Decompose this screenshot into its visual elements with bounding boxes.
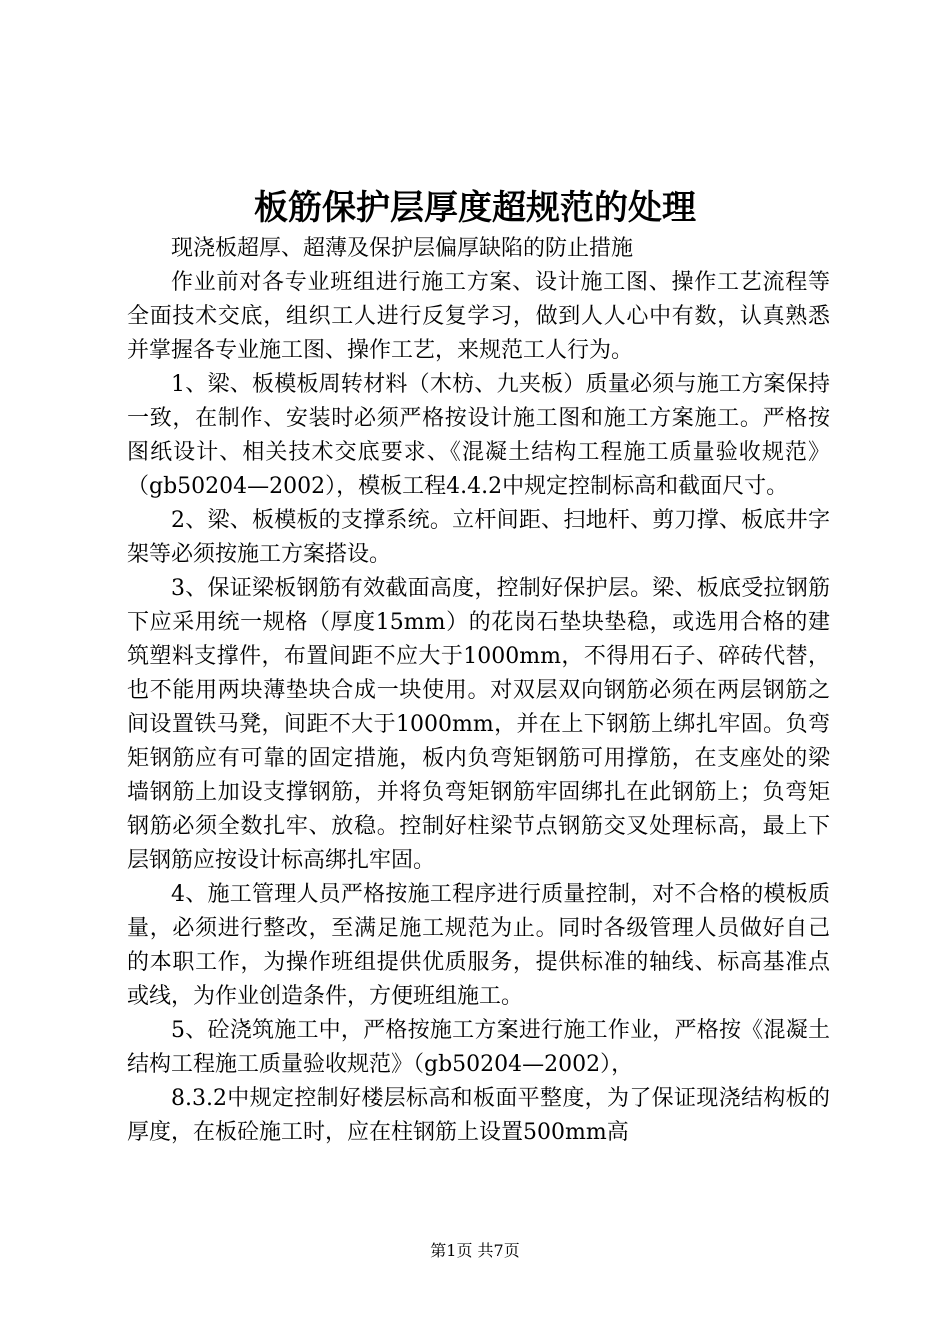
paragraph-item-4: 4、施工管理人员严格按施工程序进行质量控制，对不合格的模板质量，必须进行整改，至满足施工规范为止。同时各级管理人员做好自己的本职工作，为操作班组提供优质服务，提供标准的轴线、标高基准点或线，为作业创造条件，方便班组施工。 — [127, 882, 830, 1009]
paragraph-item-5: 5、砼浇筑施工中，严格按施工方案进行施工作业，严格按《混凝土结构工程施工质量验收规范》（gb50204—2002）， — [127, 1018, 830, 1077]
paragraph-subtitle: 现浇板超厚、超薄及保护层偏厚缺陷的防止措施 — [171, 236, 634, 261]
paragraph-intro: 作业前对各专业班组进行施工方案、设计施工图、操作工艺流程等全面技术交底，组织工人进行反复学习，做到人人心中有数，认真熟悉并掌握各专业施工图、操作工艺，来规范工人行为。 — [127, 270, 830, 363]
document-title: 板筋保护层厚度超规范的处理 — [254, 188, 696, 228]
page-number-footer: 第1页 共7页 — [430, 1241, 520, 1260]
paragraph-item-1: 1、梁、板模板周转材料（木枋、九夹板）质量必须与施工方案保持一致，在制作、安装时必须严格按设计施工图和施工方案施工。严格按图纸设计、相关技术交底要求、《混凝土结构工程施工质量验收规范》（gb50204—2002），模板工程4.4.2中规定控制标高和截面尺寸。 — [127, 372, 830, 499]
paragraph-item-2: 2、梁、板模板的支撑系统。立杆间距、扫地杆、剪刀撑、板底井字架等必须按施工方案搭设。 — [127, 508, 830, 567]
document-body — [127, 232, 830, 1150]
paragraph-item-5-continued: 8.3.2中规定控制好楼层标高和板面平整度，为了保证现浇结构板的厚度，在板砼施工时，应在柱钢筋上设置500mm高 — [127, 1086, 830, 1145]
paragraph-item-3: 3、保证梁板钢筋有效截面高度，控制好保护层。梁、板底受拉钢筋下应采用统一规格（厚度15mm）的花岗石垫块垫稳，或选用合格的建筑塑料支撑件，布置间距不应大于1000mm，不得用石子、碎砖代替，也不能用两块薄垫块合成一块使用。对双层双向钢筋必须在两层钢筋之间设置铁马凳，间距不大于1000mm，并在上下钢筋上绑扎牢固。负弯矩钢筋应有可靠的固定措施，板内负弯矩钢筋可用撑筋，在支座处的梁墙钢筋上加设支撑钢筋，并将负弯矩钢筋牢固绑扎在此钢筋上；负弯矩钢筋必须全数扎牢、放稳。控制好柱梁节点钢筋交叉处理标高，最上下层钢筋应按设计标高绑扎牢固。 — [127, 576, 830, 873]
